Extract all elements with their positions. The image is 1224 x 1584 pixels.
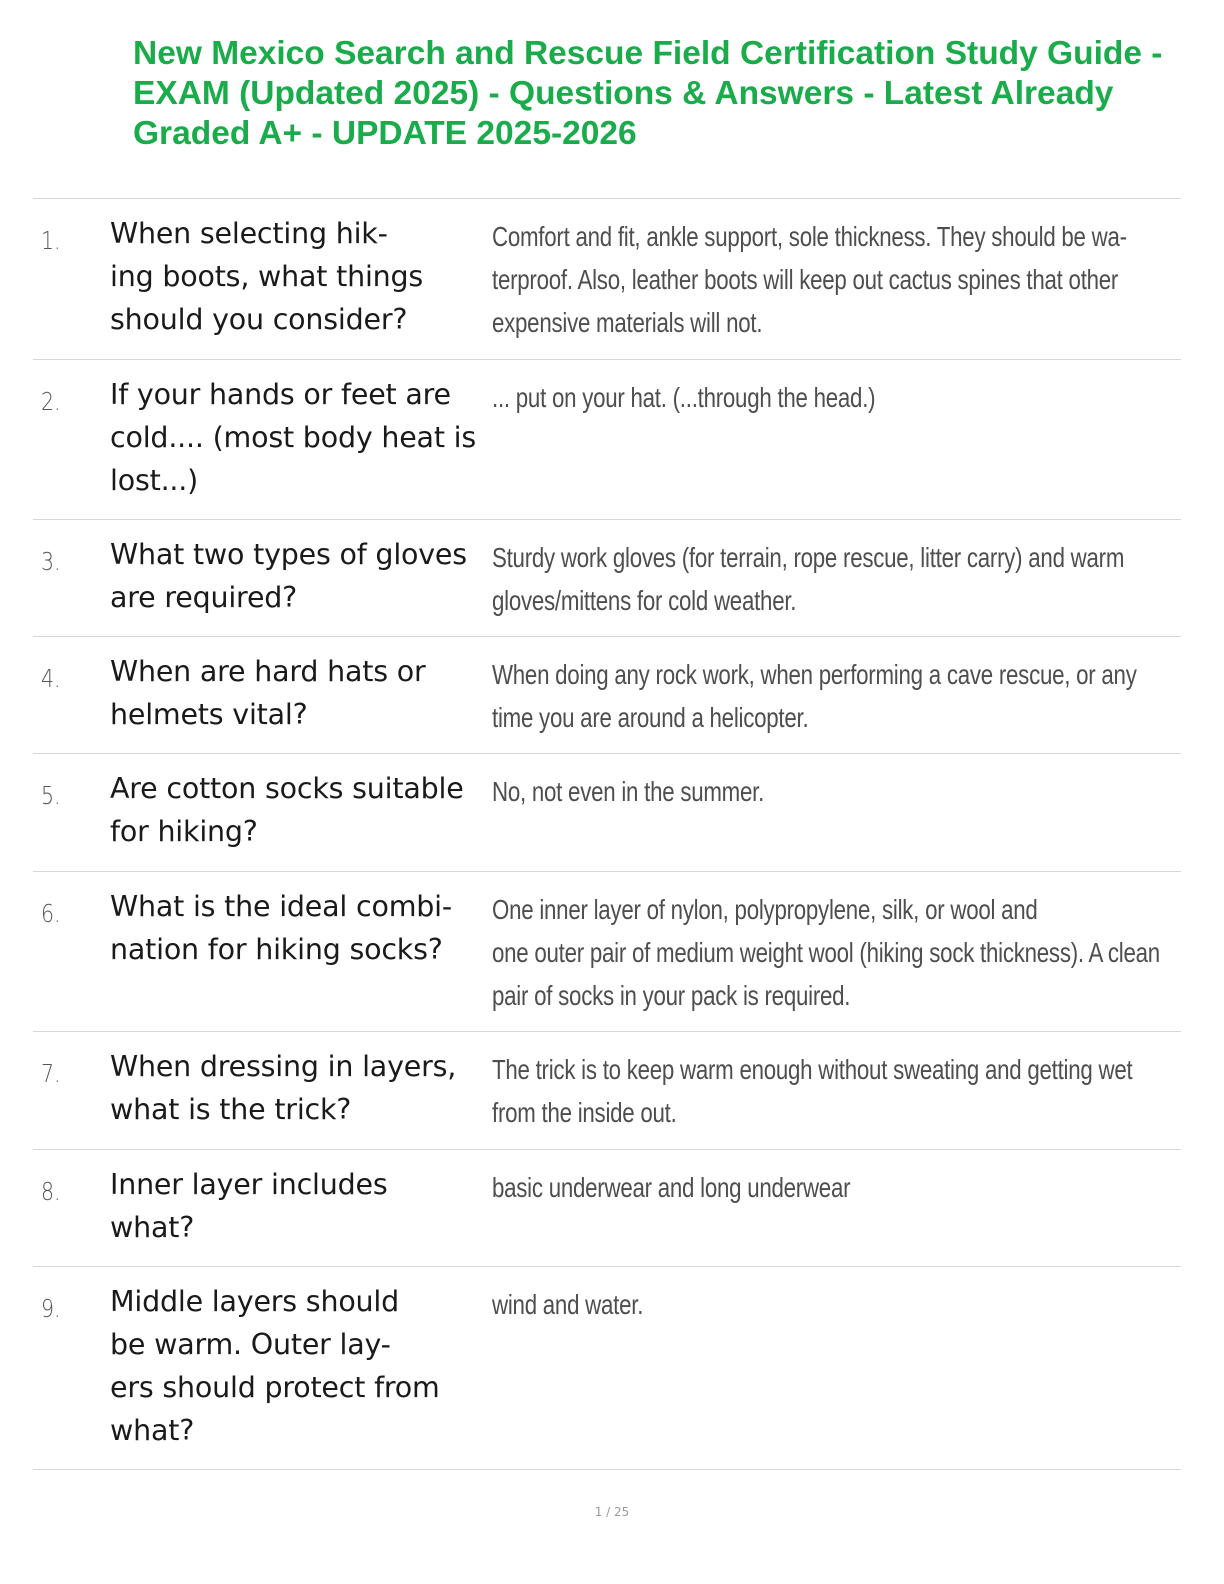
qa-question: When dressing in layers, what is the trick? [110,1050,457,1126]
qa-answer: No, not even in the summer. [492,776,765,807]
qa-answer: The trick is to keep warm enough without sweating and getting wet from the inside out. [492,1054,1133,1128]
qa-answer: ... put on your hat. (...through the head.) [492,382,876,413]
qa-item [33,1032,1181,1150]
qa-answer: Comfort and fit, ankle support, sole thickness. They should be wa- terproof. Also, leather boots will keep out cactus spines that other expensive materials will not. [492,221,1127,338]
qa-number: 2. [41,387,61,416]
qa-answer: When doing any rock work, when performing a cave rescue, or any time you are around a helicopter. [492,659,1137,733]
qa-question: Inner layer includes what? [110,1168,388,1244]
qa-number: 5. [41,781,61,810]
qa-list [33,198,1181,1470]
qa-number: 1. [41,226,61,255]
qa-item [33,637,1181,754]
qa-question: Are cotton socks suitable for hiking? [110,772,464,848]
document-title: New Mexico Search and Rescue Field Certification Study Guide - EXAM (Updated 2025) - Questions & Answers - Latest Already Graded A+ - UPDATE 2025-2026 [133,35,1163,152]
qa-item [33,754,1181,872]
qa-question: Middle layers should be warm. Outer lay- ers should protect from what? [110,1285,440,1447]
qa-item [33,872,1181,1032]
qa-question: What two types of gloves are required? [110,538,467,614]
qa-number: 4. [41,664,61,693]
qa-answer: wind and water. [492,1289,644,1320]
qa-number: 7. [41,1059,61,1088]
qa-item [33,199,1181,360]
qa-number: 8. [41,1177,61,1206]
qa-item [33,360,1181,520]
qa-number: 3. [41,547,61,576]
qa-question: When are hard hats or helmets vital? [110,655,426,731]
qa-answer: Sturdy work gloves (for terrain, rope rescue, litter carry) and warm gloves/mittens for cold weather. [492,542,1125,616]
qa-question: When selecting hik- ing boots, what things should you consider? [110,217,424,336]
qa-number: 9. [41,1294,61,1323]
qa-item [33,1267,1181,1470]
qa-question: What is the ideal combi- nation for hiking socks? [110,890,452,966]
qa-answer: basic underwear and long underwear [492,1172,851,1203]
page-indicator: 1 / 25 [594,1505,630,1519]
qa-answer: One inner layer of nylon, polypropylene, silk, or wool and one outer pair of medium weight wool (hiking sock thickness). A clean pair of socks in your pack is required. [492,894,1160,1011]
qa-question: If your hands or feet are cold.... (most body heat is lost...) [110,378,477,497]
qa-item [33,520,1181,637]
qa-item [33,1150,1181,1267]
qa-number: 6. [41,899,61,928]
